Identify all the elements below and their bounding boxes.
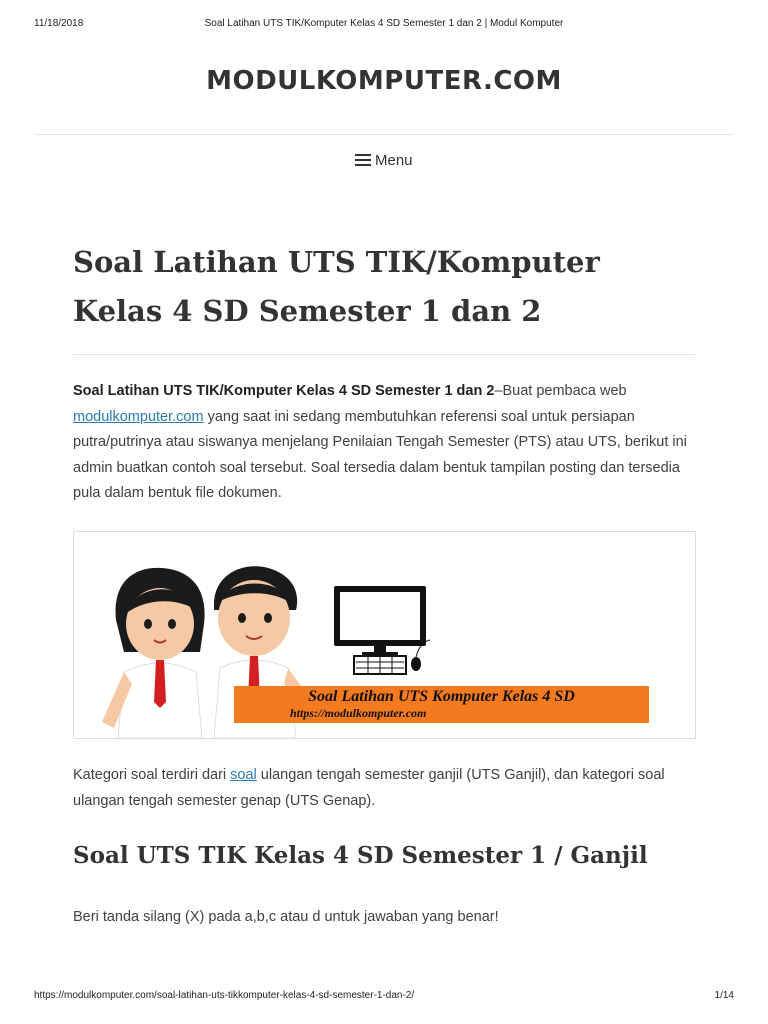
intro-text-rest: yang saat ini sedang membutuhkan referensi soal untuk persiapan putra/putrinya atau siswanya menjelang Penilaian Tengah Semester (PTS) atau UTS, berikut ini admin buatkan contoh soal tersebut. Soal tersedia dalam bentuk tampilan posting dan tersedia pula dalam bentuk file dokumen. bbox=[73, 408, 687, 501]
category-text-lead: Kategori soal terdiri dari bbox=[73, 767, 231, 783]
print-footer bbox=[34, 990, 734, 1004]
menu-label: Menu bbox=[375, 151, 413, 169]
print-document-title: Soal Latihan UTS TIK/Komputer Kelas 4 SD Semester 1 dan 2 | Modul Komputer bbox=[204, 18, 564, 29]
hamburger-icon bbox=[355, 153, 371, 167]
category-text-rest: ulangan tengah semester ganjil (UTS Ganjil), dan kategori soal ulangan tengah semester genap (UTS Genap). bbox=[73, 767, 665, 809]
featured-image bbox=[73, 531, 696, 739]
intro-text-lead: –Buat pembaca web bbox=[494, 383, 627, 399]
print-url: https://modulkomputer.com/soal-latihan-uts-tikkomputer-kelas-4-sd-semester-1-dan-2/ bbox=[34, 990, 415, 1001]
section-heading: Soal UTS TIK Kelas 4 SD Semester 1 / Ganjil bbox=[73, 842, 648, 869]
instruction-paragraph: Beri tanda silang (X) pada a,b,c atau d untuk jawaban yang benar! bbox=[73, 909, 499, 925]
intro-site-link[interactable]: modulkomputer.com bbox=[73, 408, 204, 425]
site-title-link[interactable]: MODULKOMPUTER.COM bbox=[206, 66, 562, 96]
header-divider bbox=[34, 134, 734, 135]
intro-paragraph bbox=[73, 379, 703, 507]
page-number: 1/14 bbox=[714, 990, 734, 1001]
computer-illustration bbox=[334, 586, 430, 674]
print-date: 11/18/2018 bbox=[34, 18, 84, 29]
site-title bbox=[0, 66, 768, 96]
image-banner bbox=[234, 686, 649, 723]
category-soal-link[interactable]: soal bbox=[230, 767, 257, 783]
category-paragraph bbox=[73, 763, 703, 814]
title-divider bbox=[73, 354, 695, 355]
girl-student-illustration bbox=[102, 568, 205, 738]
banner-title: Soal Latihan UTS Komputer Kelas 4 SD bbox=[308, 688, 575, 705]
menu-toggle-button[interactable] bbox=[355, 149, 413, 171]
banner-url: https://modulkomputer.com bbox=[290, 706, 427, 720]
article-title: Soal Latihan UTS TIK/Komputer Kelas 4 SD Semester 1 dan 2 bbox=[73, 245, 600, 328]
intro-bold-text: Soal Latihan UTS TIK/Komputer Kelas 4 SD Semester 1 dan 2 bbox=[73, 383, 495, 399]
print-header bbox=[34, 18, 734, 32]
